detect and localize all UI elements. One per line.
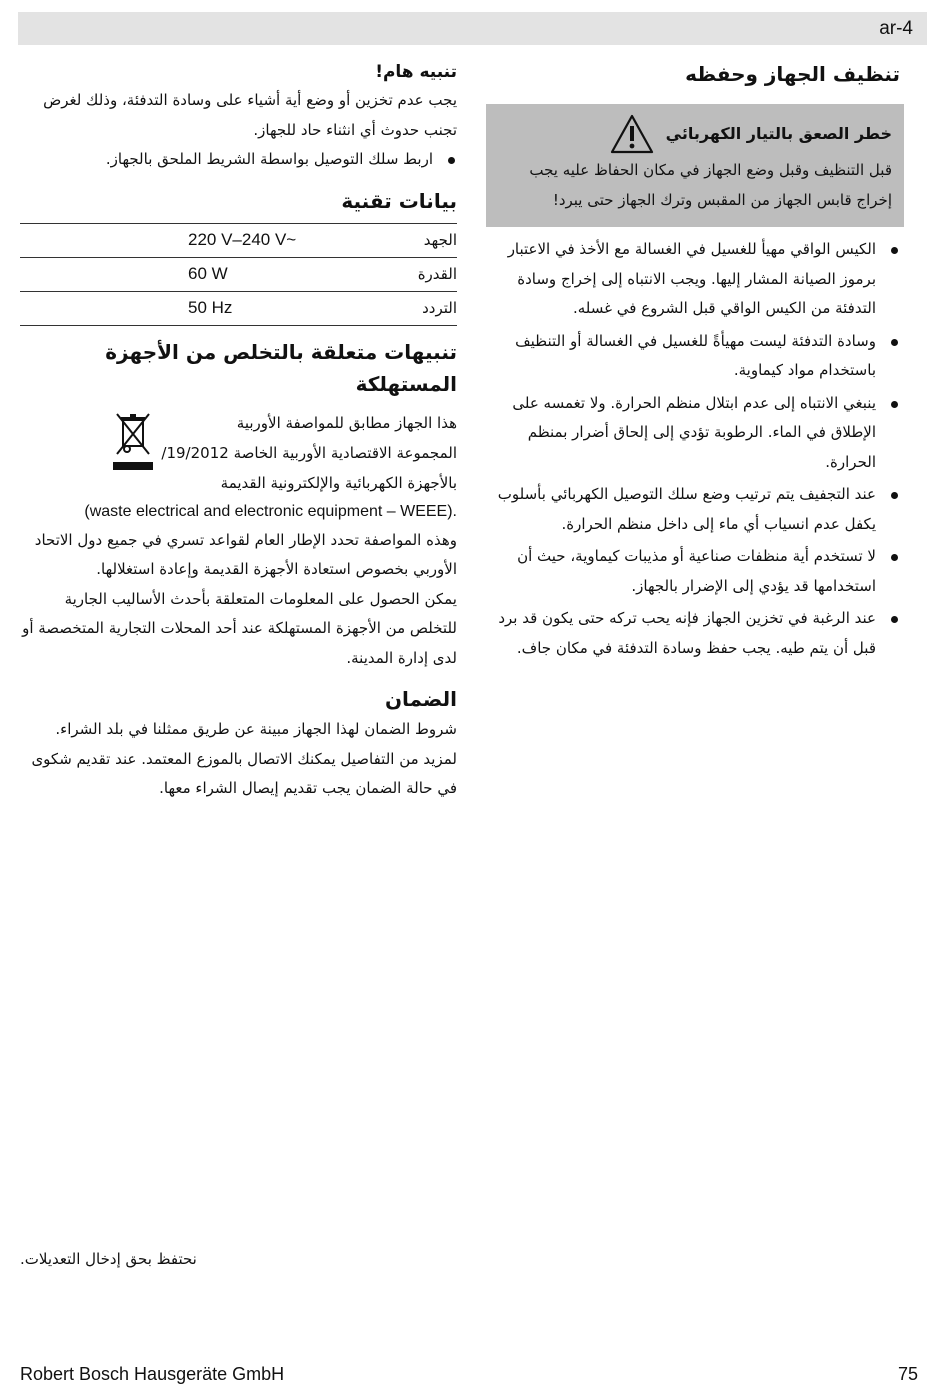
modification-note: نحتفظ بحق إدخال التعديلات. (20, 1250, 197, 1268)
list-item-text: ينبغي الانتباه إلى عدم ابتلال منظم الحرارة. ولا تغمسه على الإطلاق في الماء. الرطوبة تؤدي إلى إلحاق أضرار بمنظم الحرارة. (512, 393, 876, 471)
list-item-text: اربط سلك التوصيل بواسطة الشريط الملحق بالجهاز. (105, 150, 433, 168)
page-code: ar-4 (879, 18, 913, 39)
warranty-section (20, 683, 457, 804)
left-column (20, 58, 457, 804)
warning-title: خطر الصعق بالتيار الكهربائي (665, 124, 892, 143)
tech-value: 220 V–240 V~ (20, 223, 403, 257)
important-list (20, 145, 457, 175)
disposal-title: تنبيهات متعلقة بالتخلص من الأجهزة المستهلكة (105, 339, 457, 396)
footer-company: Robert Bosch Hausgeräte GmbH (20, 1364, 285, 1384)
table-row (20, 223, 457, 257)
table-row (20, 291, 457, 325)
disposal-paragraph: يمكن الحصول على المعلومات المتعلقة بأحدث الأساليب الجارية للتخلص من الأجهزة المستهلكة عند أحد المحلات التجارية المتخصصة أو لدى إدارة المدينة. (22, 589, 457, 667)
list-item-text: عند التجفيف يتم ترتيب وضع سلك التوصيل الكهربائي بأسلوب يكفل عدم انسياب أي ماء إلى داخل منظم الحرارة. (497, 485, 876, 533)
bullet-dot (448, 157, 455, 164)
list-item (490, 235, 900, 324)
tech-label: القدرة (403, 257, 457, 291)
tech-section (20, 185, 457, 326)
important-title: تنبيه هام! (375, 62, 457, 82)
bullet-dot (891, 339, 898, 346)
bin-underline-bar (113, 462, 153, 470)
weee-line-1: هذا الجهاز مطابق للمواصفة الأوربية (236, 413, 457, 432)
warning-box (486, 104, 904, 227)
cleaning-list (490, 235, 900, 663)
warning-header (500, 114, 892, 154)
weee-line-3: بالأجهزة الكهربائية والإلكترونية القديمة (220, 473, 457, 492)
crossed-out-wheelie-bin-icon (111, 412, 155, 470)
header-bar (18, 12, 927, 45)
weee-block (20, 408, 457, 498)
table-row (20, 257, 457, 291)
list-item (490, 542, 900, 601)
disposal-paragraph: وهذه المواصفة تحدد الإطار العام لقواعد تسري في جميع دول الاتحاد الأوربي بخصوص استعادة الأجهزة القديمة وإعادة استغلالها. (34, 530, 457, 578)
list-item-text: الكيس الواقي مهيأ للغسيل في الغسالة مع الأخذ في الاعتبار برموز الصيانة المشار إليها. ويجب الانتباه إلى إخراج وسادة التدفئة من الكيس الواقي قبل الشروع في غسله. (507, 240, 876, 317)
tech-value: 50 Hz (20, 291, 403, 325)
list-item-text: وسادة التدفئة ليست مهيأةً للغسيل في الغسالة أو التنظيف باستخدام مواد كيماوية. (515, 331, 876, 379)
list-item (490, 604, 900, 663)
list-item (490, 389, 900, 478)
bullet-dot (891, 616, 898, 623)
tech-label: التردد (403, 291, 457, 325)
bullet-dot (891, 247, 898, 254)
tech-label: الجهد (403, 223, 457, 257)
list-item-text: لا تستخدم أية منظفات صناعية أو مذيبات كيماوية، حيث أن استخدامها قد يؤدي إلى الإضرار بالجهاز. (517, 547, 876, 595)
bin-icon-graphic (113, 412, 153, 456)
warning-text: قبل التنظيف وقبل وضع الجهاز في مكان الحفاظ عليه يجب إخراج قابس الجهاز من المقبس وترك الجهاز حتى يبرد! (529, 161, 892, 209)
bullet-dot (891, 492, 898, 499)
bullet-dot (891, 554, 898, 561)
list-item (490, 480, 900, 539)
tech-value: 60 W (20, 257, 403, 291)
tech-title: بيانات تقنية (341, 188, 457, 213)
warning-triangle-icon (610, 114, 654, 154)
bullet-dot (891, 401, 898, 408)
disposal-section (20, 336, 457, 674)
warranty-title: الضمان (384, 687, 457, 711)
cleaning-section (490, 58, 900, 666)
list-item (20, 145, 457, 175)
list-item-text: عند الرغبة في تخزين الجهاز فإنه يحب تركه حتى يكون قد برد قبل أن يتم طيه. يجب حفظ وسادة التدفئة في مكان جاف. (498, 609, 876, 657)
cleaning-title: تنظيف الجهاز وحفظه (685, 62, 900, 86)
list-item (490, 327, 900, 386)
weee-line-2: المجموعة الاقتصادية الأوربية الخاصة 19/2012/ (161, 443, 457, 462)
footer-page-number: 75 (897, 1364, 918, 1384)
weee-text (161, 408, 457, 498)
weee-latin-text: (waste electrical and electronic equipment – WEEE). (84, 502, 457, 520)
warranty-text: شروط الضمان لهذا الجهاز مبينة عن طريق ممثلنا في بلد الشراء. لمزيد من التفاصيل يمكنك الاتصال بالموزع المعتمد. عند تقديم شكوى في حالة الضمان يجب تقديم إيصال الشراء معها. (31, 720, 457, 797)
tech-table (20, 223, 457, 326)
important-text: يجب عدم تخزين أو وضع أية أشياء على وسادة التدفئة، وذلك لغرض تجنب حدوث أي انثناء حاد للجهاز. (43, 91, 457, 139)
